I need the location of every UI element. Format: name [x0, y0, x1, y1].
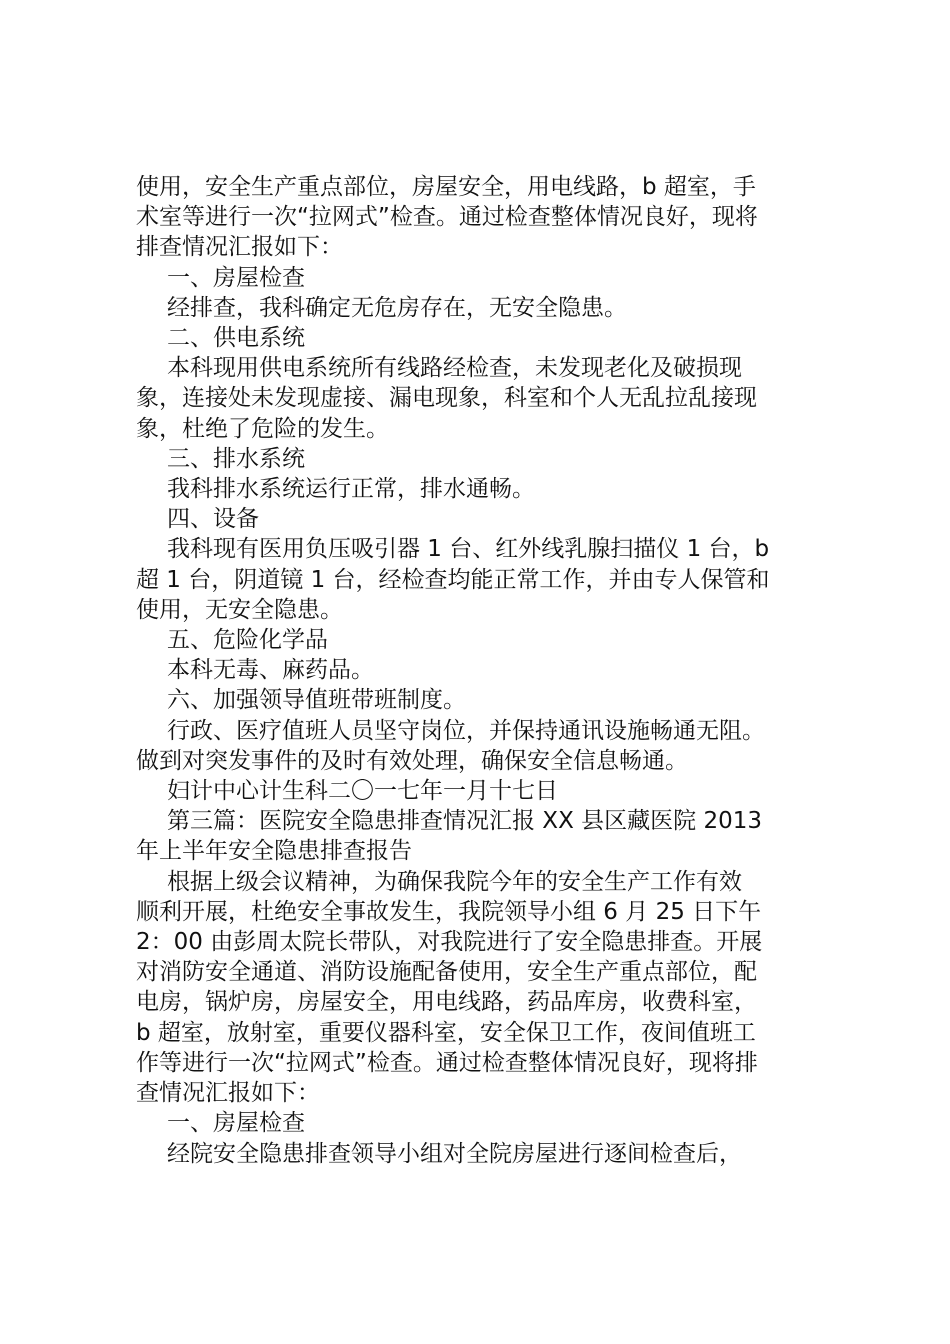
text-line: 使用，安全生产重点部位，房屋安全，用电线路，b 超室，手 — [136, 174, 756, 200]
chapter-title: 第三篇：医院安全隐患排查情况汇报 XX 县区藏医院 2013 — [167, 808, 762, 835]
text-line: 顺利开展，杜绝安全事故发生，我院领导小组 6 月 25 日下午 — [136, 898, 762, 925]
text-line: 本科无毒、麻药品。 — [167, 657, 374, 684]
section-heading: 五、危险化学品 — [167, 627, 328, 654]
text-line: 电房，锅炉房，房屋安全，用电线路，药品库房，收费科室， — [136, 989, 757, 1016]
document-body — [136, 172, 826, 1169]
section-heading: 三、排水系统 — [167, 445, 305, 472]
section-heading: 一、房屋检查 — [167, 264, 305, 291]
text-line: 对消防安全通道、消防设施配备使用，安全生产重点部位，配 — [136, 959, 757, 986]
text-line: 超 1 台，阴道镜 1 台，经检查均能正常工作，并由专人保管和 — [136, 566, 770, 593]
text-line: 本科现用供电系统所有线路经检查，未发现老化及破损现 — [167, 355, 742, 382]
text-line: 象，连接处未发现虚接、漏电现象，科室和个人无乱拉乱接现 — [136, 385, 757, 412]
text-line: 象，杜绝了危险的发生。 — [136, 415, 389, 442]
text-line: b 超室，放射室，重要仪器科室，安全保卫工作，夜间值班工 — [136, 1019, 756, 1046]
text-line: 排查情况汇报如下： — [136, 234, 343, 261]
text-line: 我科排水系统运行正常，排水通畅。 — [167, 476, 535, 503]
section-heading: 一、房屋检查 — [167, 1110, 305, 1137]
text-line: 做到对突发事件的及时有效处理，确保安全信息畅通。 — [136, 747, 688, 774]
text-line: 查情况汇报如下： — [136, 1080, 320, 1107]
chapter-title: 年上半年安全隐患排查报告 — [136, 838, 412, 865]
text-line: 经院安全隐患排查领导小组对全院房屋进行逐间检查后， — [167, 1140, 742, 1167]
section-heading: 二、供电系统 — [167, 325, 305, 352]
text-line: 作等进行一次“拉网式”检查。通过检查整体情况良好，现将排 — [136, 1049, 758, 1076]
section-heading: 四、设备 — [167, 506, 259, 533]
section-heading: 六、加强领导值班带班制度。 — [167, 687, 466, 714]
text-line: 经排查，我科确定无危房存在，无安全隐患。 — [167, 294, 627, 321]
signature-line: 妇计中心计生科二〇一七年一月十七日 — [167, 778, 558, 805]
text-line: 我科现有医用负压吸引器 1 台、红外线乳腺扫描仪 1 台，b — [167, 536, 770, 563]
text-line: 使用，无安全隐患。 — [136, 596, 343, 623]
text-line: 2：00 由彭周太院长带队，对我院进行了安全隐患排查。开展 — [136, 929, 763, 956]
text-line: 根据上级会议精神，为确保我院今年的安全生产工作有效 — [167, 868, 742, 895]
text-line: 术室等进行一次“拉网式”检查。通过检查整体情况良好，现将 — [136, 204, 758, 231]
text-line: 行政、医疗值班人员坚守岗位，并保持通讯设施畅通无阻。 — [167, 717, 765, 744]
